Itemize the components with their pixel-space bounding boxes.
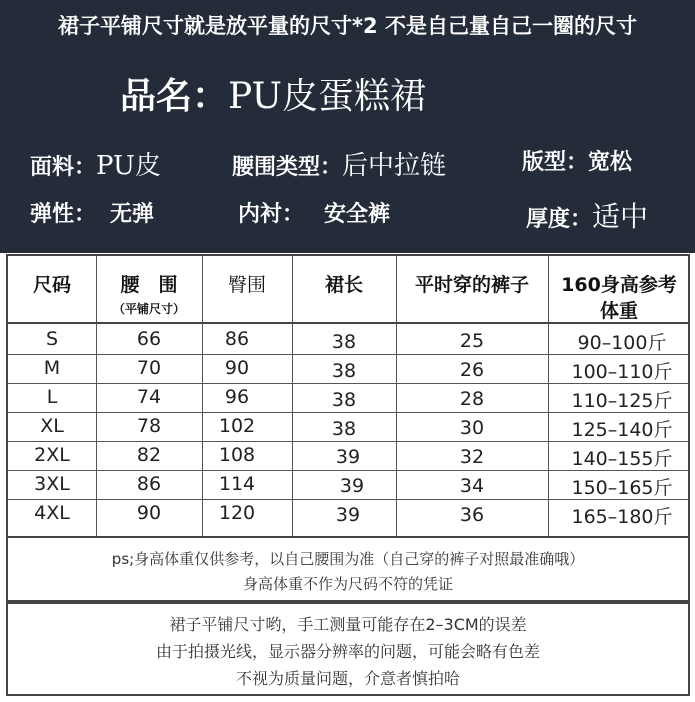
cell-waist: 82 [136, 444, 162, 466]
cell-pants: 32 [459, 446, 485, 468]
attr-fit [522, 145, 632, 176]
cell-hip: 102 [218, 415, 256, 437]
cell-pants: 28 [459, 388, 485, 410]
size-measure-note: 裙子平铺尺寸就是放平量的尺寸*2 不是自己量自己一圈的尺寸 [58, 14, 637, 38]
cell-length: 39 [335, 446, 361, 468]
cell-weight: 100–110斤 [571, 361, 673, 383]
attr-waist-type-label: 腰围类型： [232, 155, 343, 180]
cell-waist: 74 [136, 386, 162, 408]
reference-note-line: 身高体重不作为尺码不符的凭证 [242, 575, 453, 593]
attr-waist-type-value: 后中拉链 [342, 151, 447, 181]
cell-waist: 90 [136, 502, 162, 524]
attr-waist-type [232, 145, 446, 182]
cell-hip: 86 [224, 328, 250, 350]
product-label: 品名： [120, 76, 229, 117]
attr-elasticity-value: 无弹 [110, 202, 155, 227]
th-size: 尺码 [32, 274, 71, 296]
cell-hip: 120 [218, 502, 256, 524]
cell-size: XL [40, 415, 64, 437]
cell-weight: 110–125斤 [571, 390, 673, 412]
attr-lining-label: 内衬： [238, 202, 305, 227]
cell-weight: 150–165斤 [571, 477, 673, 499]
attr-lining [238, 197, 390, 228]
attr-fit-label: 版型： [522, 150, 589, 175]
cell-pants: 34 [459, 475, 485, 497]
attr-elasticity-label: 弹性： [30, 202, 97, 227]
cell-size: M [43, 357, 61, 379]
reference-note [6, 538, 690, 602]
cell-length: 38 [331, 418, 357, 440]
cell-length: 39 [339, 475, 365, 497]
cell-length: 38 [331, 331, 357, 353]
cell-size: S [45, 328, 59, 350]
cell-size: 3XL [34, 473, 70, 495]
cell-waist: 66 [136, 328, 162, 350]
cell-waist: 78 [136, 415, 162, 437]
reference-note-line: ps;身高体重仅供参考，以自己腰围为准（自己穿的裤子对照最准确哦） [111, 550, 585, 568]
cell-pants: 26 [459, 359, 485, 381]
header-panel [0, 0, 695, 253]
cell-weight: 90–100斤 [577, 332, 667, 354]
th-ref: 160身高参考 [561, 274, 677, 296]
cell-size: L [46, 386, 58, 408]
disclaimer-line: 不视为质量问题，介意者慎拍哈 [235, 669, 460, 688]
attr-elasticity [30, 197, 154, 228]
product-name: PU皮蛋糕裙 [228, 76, 426, 117]
th-length: 裙长 [324, 274, 363, 296]
cell-waist: 86 [136, 473, 162, 495]
cell-length: 38 [331, 360, 357, 382]
cell-waist: 70 [136, 357, 162, 379]
attr-thickness-value: 适中 [592, 200, 649, 233]
product-name-line [120, 68, 426, 119]
th-ref-sub: 体重 [599, 300, 638, 322]
cell-hip: 114 [218, 473, 256, 495]
cell-weight: 165–180斤 [571, 506, 673, 528]
cell-pants: 25 [459, 330, 485, 352]
cell-hip: 108 [218, 444, 256, 466]
size-table [6, 254, 690, 538]
attr-thickness-label: 厚度： [526, 207, 593, 232]
th-hip: 臀围 [227, 274, 266, 296]
th-pants: 平时穿的裤子 [414, 274, 529, 296]
cell-size: 2XL [34, 444, 70, 466]
th-waist: 腰 围 [120, 274, 178, 296]
attr-lining-value: 安全裤 [324, 202, 391, 227]
cell-size: 4XL [34, 502, 70, 524]
cell-length: 38 [331, 389, 357, 411]
cell-length: 39 [335, 504, 361, 526]
cell-weight: 140–155斤 [571, 448, 673, 470]
cell-pants: 36 [459, 504, 485, 526]
attr-fit-value: 宽松 [588, 150, 633, 175]
disclaimer-line: 裙子平铺尺寸哟，手工测量可能存在2–3CM的误差 [169, 615, 527, 634]
cell-pants: 30 [459, 417, 485, 439]
attr-fabric [30, 145, 161, 182]
cell-hip: 90 [224, 357, 250, 379]
th-waist-sub: （平铺尺寸） [112, 302, 185, 316]
disclaimer-line: 由于拍摄光线，显示器分辨率的问题，可能会略有色差 [155, 642, 540, 661]
cell-weight: 125–140斤 [571, 419, 673, 441]
cell-hip: 96 [224, 386, 250, 408]
disclaimer-note [6, 602, 690, 696]
attr-thickness [526, 195, 648, 235]
attr-fabric-label: 面料： [30, 155, 97, 180]
attr-fabric-value: PU皮 [96, 151, 161, 181]
